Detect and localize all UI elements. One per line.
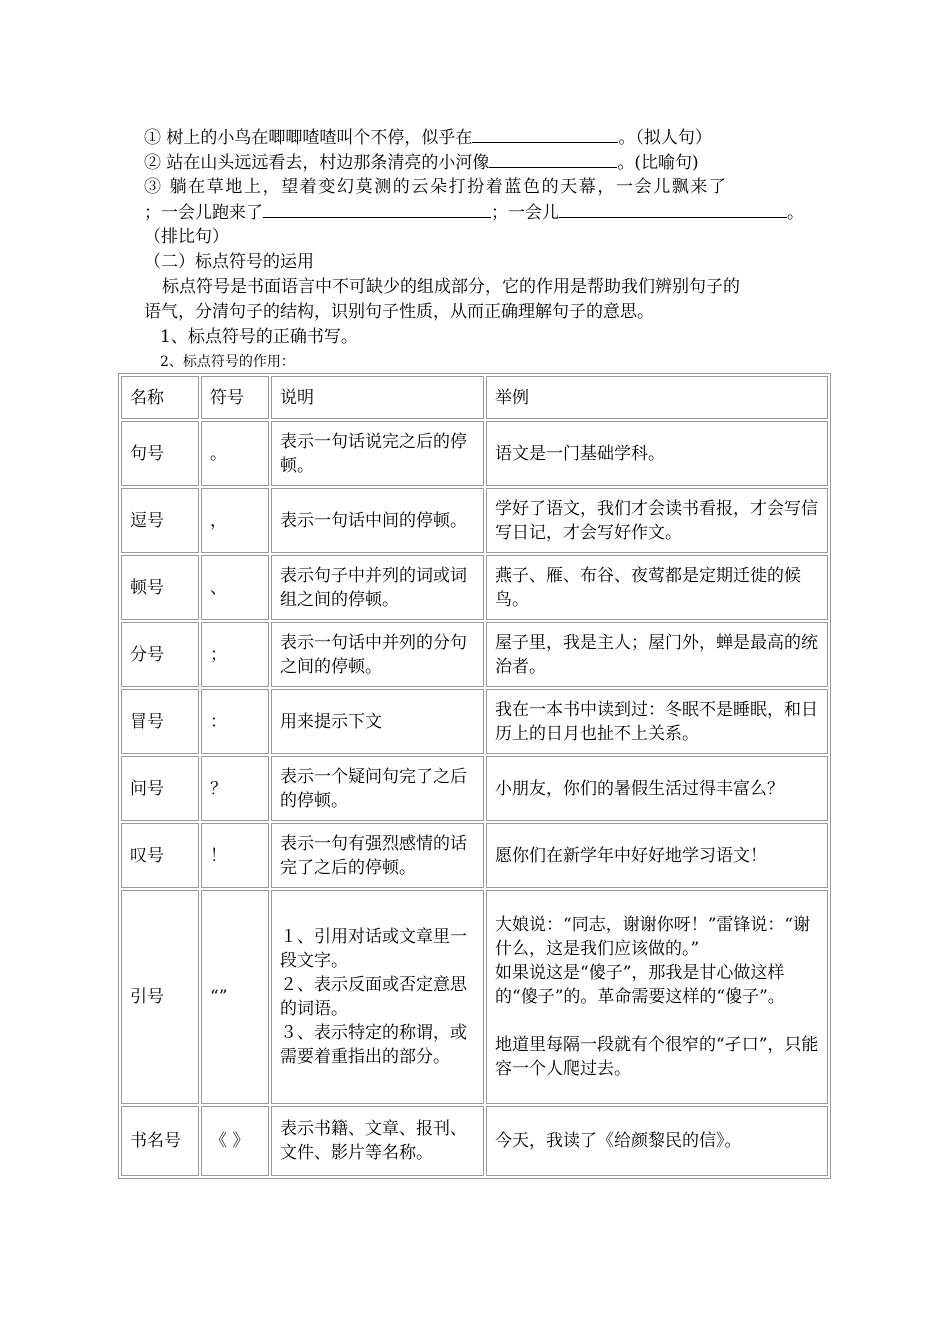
answer-blank[interactable] bbox=[472, 126, 618, 143]
exercise-1-text: ① 树上的小鸟在唧唧喳喳叫个不停，似乎在 bbox=[144, 128, 473, 148]
exercise-2 bbox=[144, 151, 699, 174]
cell-name: 顿号 bbox=[121, 555, 199, 620]
exercise-3-end: 。 bbox=[787, 203, 804, 223]
exercise-1-end: 。（拟人句） bbox=[618, 128, 712, 148]
exercise-3-cont bbox=[144, 201, 804, 224]
cell-symbol: ！ bbox=[201, 823, 269, 888]
cell-name: 问号 bbox=[121, 756, 199, 821]
cell-example bbox=[486, 890, 828, 1104]
cell-description: 表示一个疑问句完了之后的停顿。 bbox=[271, 756, 484, 821]
exercise-2-text: ② 站在山头远远看去，村边那条清亮的小河像 bbox=[144, 153, 490, 173]
punctuation-table bbox=[118, 373, 831, 1179]
table-row bbox=[121, 823, 828, 888]
intro-line-2: 语气，分清句子的结构，识别句子性质，从而正确理解句子的意思。 bbox=[144, 302, 654, 322]
table-row bbox=[121, 488, 828, 553]
cell-symbol: 《 》 bbox=[201, 1106, 269, 1176]
exercise-1 bbox=[144, 126, 712, 149]
cell-example: 学好了语文，我们才会读书看报，才会写信写日记，才会写好作文。 bbox=[486, 488, 828, 553]
cell-description: 表示一句话中并列的分句之间的停顿。 bbox=[271, 622, 484, 687]
cell-description: 表示一句话中间的停顿。 bbox=[271, 488, 484, 553]
cell-symbol: 、 bbox=[201, 555, 269, 620]
cell-name: 叹号 bbox=[121, 823, 199, 888]
section-title: （二）标点符号的运用 bbox=[144, 252, 314, 272]
cell-symbol: ； bbox=[201, 622, 269, 687]
cell-symbol: ？ bbox=[201, 756, 269, 821]
cell-symbol: ， bbox=[201, 488, 269, 553]
point-2: 2、标点符号的作用： bbox=[160, 354, 295, 370]
cell-description bbox=[271, 890, 484, 1104]
table-row bbox=[121, 421, 828, 486]
answer-blank[interactable] bbox=[263, 201, 491, 218]
description-item: ２、表示反面或否定意思的词语。 bbox=[280, 975, 467, 1019]
cell-example: 小朋友，你们的暑假生活过得丰富么？ bbox=[486, 756, 828, 821]
table-row bbox=[121, 1106, 828, 1176]
table-row bbox=[121, 555, 828, 620]
cell-name: 分号 bbox=[121, 622, 199, 687]
cell-name: 句号 bbox=[121, 421, 199, 486]
exercise-3-text: ③ 躺在草地上，望着变幻莫测的云朵打扮着蓝色的天幕，一会儿飘来了 bbox=[144, 177, 728, 197]
cell-description: 用来提示下文 bbox=[271, 689, 484, 754]
cell-example: 屋子里，我是主人；屋门外，蝉是最高的统治者。 bbox=[486, 622, 828, 687]
cell-name: 冒号 bbox=[121, 689, 199, 754]
cell-description: 表示书籍、文章、报刊、文件、影片等名称。 bbox=[271, 1106, 484, 1176]
description-item: ３、表示特定的称谓，或需要着重指出的部分。 bbox=[280, 1023, 467, 1067]
cell-description: 表示一句话说完之后的停顿。 bbox=[271, 421, 484, 486]
cell-symbol: 。 bbox=[201, 421, 269, 486]
header-name: 名称 bbox=[121, 376, 199, 419]
header-symbol: 符号 bbox=[201, 376, 269, 419]
cell-example: 燕子、雁、布谷、夜莺都是定期迁徙的候鸟。 bbox=[486, 555, 828, 620]
cell-name: 逗号 bbox=[121, 488, 199, 553]
table-row bbox=[121, 890, 828, 1104]
cell-example: 愿你们在新学年中好好地学习语文！ bbox=[486, 823, 828, 888]
cell-example: 今天，我读了《给颜黎民的信》。 bbox=[486, 1106, 828, 1176]
cell-name: 书名号 bbox=[121, 1106, 199, 1176]
table-header-row bbox=[121, 376, 828, 419]
description-item: １、引用对话或文章里一段文字。 bbox=[280, 927, 467, 971]
exercise-3-type: （排比句） bbox=[144, 227, 229, 247]
cell-example: 我在一本书中读到过：冬眠不是睡眠，和日历上的日月也扯不上关系。 bbox=[486, 689, 828, 754]
table-row bbox=[121, 756, 828, 821]
example-item: 如果说这是“傻子”，那我是甘心做这样的“傻子”的。革命需要这样的“傻子”。 bbox=[495, 963, 785, 1007]
cell-symbol: “” bbox=[201, 890, 269, 1104]
cell-symbol: ： bbox=[201, 689, 269, 754]
answer-blank[interactable] bbox=[559, 201, 787, 218]
cell-name: 引号 bbox=[121, 890, 199, 1104]
exercise-3-mid: ；一会儿 bbox=[491, 203, 559, 223]
header-description: 说明 bbox=[271, 376, 484, 419]
header-example: 举例 bbox=[486, 376, 828, 419]
example-spacer bbox=[495, 1009, 819, 1033]
cell-description: 表示句子中并列的词或词组之间的停顿。 bbox=[271, 555, 484, 620]
exercise-3 bbox=[144, 176, 728, 198]
point-1: 1、标点符号的正确书写。 bbox=[160, 327, 358, 347]
answer-blank[interactable] bbox=[489, 151, 617, 168]
example-item: 地道里每隔一段就有个很窄的“孑口”，只能容一个人爬过去。 bbox=[495, 1035, 819, 1079]
example-item: 大娘说：“同志，谢谢你呀！”雷锋说：“谢什么，这是我们应该做的。” bbox=[495, 915, 811, 959]
exercise-3-cont-text: ；一会儿跑来了 bbox=[144, 203, 263, 223]
exercise-2-end: 。(比喻句) bbox=[617, 153, 699, 173]
table-row bbox=[121, 689, 828, 754]
cell-example: 语文是一门基础学科。 bbox=[486, 421, 828, 486]
intro-line-1: 标点符号是书面语言中不可缺少的组成部分，它的作用是帮助我们辨别句子的 bbox=[162, 277, 740, 297]
table-row bbox=[121, 622, 828, 687]
cell-description: 表示一句有强烈感情的话完了之后的停顿。 bbox=[271, 823, 484, 888]
